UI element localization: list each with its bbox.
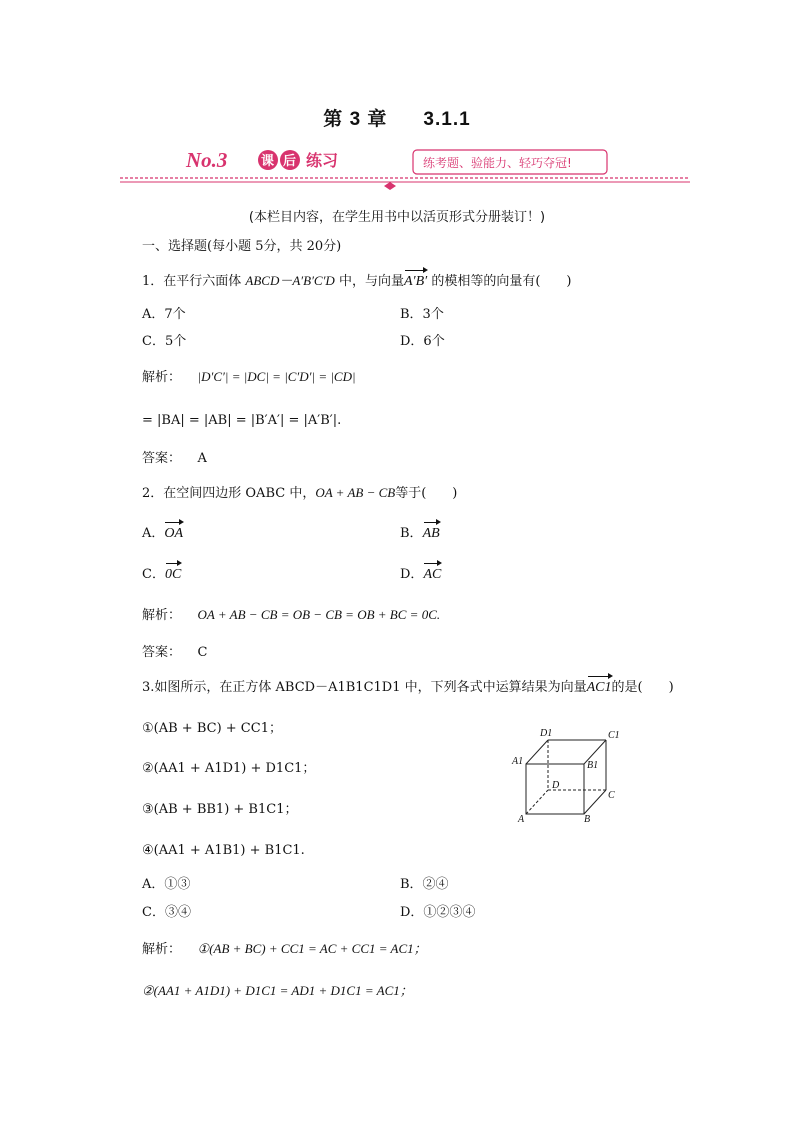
q2-option-b[interactable]: B．AB [400,526,440,541]
cube-figure [508,724,628,824]
q3-solution-line-1: 解析： ①(AB + BC) + CC1 = AC + CC1 = AC1； [142,941,427,957]
q3-item-2: ②(AA1 + A1D1) + D1C1； [142,761,316,776]
q3-solution-line-2: ②(AA1 + A1D1) + D1C1 = AD1 + D1C1 = AC1； [142,983,413,998]
label-b: B [584,814,591,824]
label-c: C [608,790,615,801]
label-d1: D1 [540,728,553,739]
q3-item-4: ④(AA1 + A1B1) + B1C1. [142,843,305,858]
label-c1: C1 [608,730,620,741]
q1-solution-line-1: 解析： |D′C′| = |DC| = |C′D′| = |CD| [142,369,356,385]
question-2: 2．在空间四边形 OABC 中，OA + AB − CB等于( ) [142,485,458,501]
binding-note: (本栏目内容，在学生用书中以活页形式分册装订！) [248,210,546,225]
banner-number: No.3 [186,148,228,172]
q1-option-d[interactable]: D．6个 [400,334,445,349]
banner-hou: 后 [283,154,297,169]
q1-answer: 答案： A [142,451,207,466]
q2-option-c[interactable]: C．0C [142,567,182,582]
label-d: D [552,780,560,791]
q3-option-d[interactable]: D．①②③④ [400,905,476,920]
q2-option-a[interactable]: A．OA [142,526,184,541]
page-title [0,104,794,131]
q2-option-d[interactable]: D．AC [400,567,442,582]
question-1: 1．在平行六面体 ABCD－A′B′C′D 中，与向量A′B′ 的模相等的向量有( ) [142,273,572,289]
q3-option-c[interactable]: C．③④ [142,905,191,920]
section-number: 3.1.1 [423,109,471,130]
q1-option-b[interactable]: B．3个 [400,307,444,322]
q1-option-c[interactable]: C．5个 [142,334,187,349]
q2-solution: 解析： OA + AB − CB = OB − CB = OB + BC = 0C. [142,607,441,623]
question-3: 3.如图所示，在正方体 ABCD－A1B1C1D1 中，下列各式中运算结果为向量AC1的是( ) [142,680,674,695]
exercise-banner [120,146,690,192]
label-a: A [518,814,525,824]
q1-solution-line-2: = |BA| = |AB| = |B′A′| = |A′B′|. [142,413,342,428]
q3-option-a[interactable]: A．①③ [142,877,191,892]
q3-item-3: ③(AB + BB1) + B1C1； [142,802,298,817]
banner-slogan: 练考题、验能力、轻巧夺冠! [423,156,572,170]
section-heading: 一、选择题(每小题 5分，共 20分) [142,239,342,254]
heart-icon [384,182,396,190]
banner-ke: 课 [261,154,275,169]
q2-answer: 答案： C [142,645,208,660]
label-b1: B1 [587,760,599,771]
banner-lianxi: 练习 [306,151,339,170]
q1-option-a[interactable]: A．7个 [142,307,186,322]
q3-option-b[interactable]: B．②④ [400,877,449,892]
chapter-title: 第 3 章 [323,109,388,130]
label-a1: A1 [512,756,524,767]
q3-item-1: ①(AB + BC) + CC1； [142,721,282,736]
